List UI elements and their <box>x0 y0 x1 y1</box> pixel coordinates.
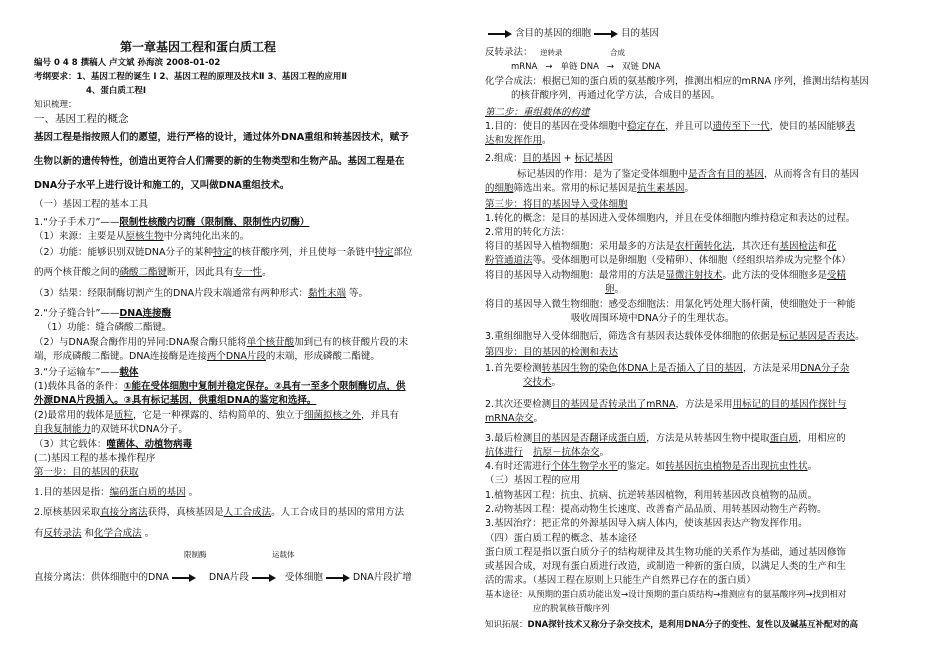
section-heading-protein: （四）蛋白质工程的概念、基本途径 <box>485 533 638 544</box>
knowledge-extension-line: 知识拓展：DNA探针技术又称分子杂交技术，是利用DNA分子的变性、复性以及碱基互补配对的高 <box>485 620 859 630</box>
detection-line: mRNA杂交。 <box>485 413 543 424</box>
gene-def-line: 1.目的基因是指：编码蛋白质的基因 。 <box>34 487 199 498</box>
arrow-icon <box>594 30 618 38</box>
tool-3-line: 3.“分子运输车”——载体 <box>34 367 139 378</box>
direct-isolation-flow: 直接分离法：供体细胞中的DNA DNA片段 受体细胞 DNA片段扩增 <box>34 572 412 583</box>
reverse-transcription-flow: mRNA → 单链 DNA → 双链 DNA <box>511 62 661 72</box>
transform-line: 2.常用的转化方法： <box>485 227 571 238</box>
paragraph-line: 基因工程是指按照人们的愿望，进行严格的设计，通过体外DNA重组和转基因技术，赋予 <box>34 132 409 143</box>
gene-method-line: 2.原核基因采取直接分离法获得，真核基因是人工合成法。人工合成目的基因的常用方法 <box>34 507 405 518</box>
tool-3-line: 外源DNA片段插入。③具有标记基因，供重组DNA的鉴定和选择。 <box>34 395 317 406</box>
animal-transform-line: 将目的基因导入动物细胞：最常用的方法是显微注射技术。此方法的受体细胞多是受精 <box>485 270 847 281</box>
tool-3-line: （3）其它载体：噬菌体、动植物病毒 <box>34 439 193 450</box>
purpose-line: 达和发挥作用。 <box>485 135 552 146</box>
protein-path-line: 基本途径：从预期的蛋白质功能出发→设计预期的蛋白质结构→推测应有的氨基酸序列→找到相对 <box>485 590 847 600</box>
detection-line: 交技术。 <box>523 377 562 388</box>
detection-line: 2.其次还要检测目的基因是否转录出了mRNA，方法是采用用标记的目的基因作探针与 <box>485 399 847 410</box>
enzyme-label: 限制酶 <box>184 550 207 559</box>
section-heading-2: （一）基因工程的基本工具 <box>34 199 149 210</box>
tool-1-line: （1）来源：主要是从原核生物中分离纯化出来的。 <box>34 231 250 242</box>
tool-2-line: （2）与DNA聚合酶作用的异同:DNA聚合酶只能将单个核苷酸加到已有的核苷酸片段的末 <box>34 337 409 348</box>
doc-meta: 编号 0 4 8 撰稿人 卢文斌 孙海滨 2008-01-02 <box>34 58 221 68</box>
detection-line: 3.最后检测目的基因是否翻译成蛋白质，方法是从转基因生物中提取蛋白质，用相应的 <box>485 433 846 444</box>
composition-line: 2.组成：目的基因 + 标记基因 <box>485 153 613 164</box>
tool-1-line: 的两个核苷酸之间的磷酸二酯键断开，因此具有专一性。 <box>34 267 272 278</box>
gene-method-line: 有反转录法 和化学合成法 。 <box>34 528 155 539</box>
paragraph-line: 生物以新的遗传特性，创造出更符合人们需要的新的生物类型和生物产品。基因工程是在 <box>34 156 405 167</box>
microbe-transform-line: 吸收周围环境中DNA分子的生理状态。 <box>571 313 735 324</box>
arrow-icon <box>326 574 350 582</box>
section-heading-applications: （三）基因工程的应用 <box>485 475 581 486</box>
tool-1-line: （3）结果：经限制酶切割产生的DNA片段末端通常有两种形式：黏性末端 等。 <box>34 288 369 299</box>
step-1-heading: 第一步：目的基因的获取 <box>34 467 139 478</box>
marker-gene-line: 的细胞筛选出来。常用的标记基因是抗生素基因。 <box>485 183 695 194</box>
protein-paragraph-line: 蛋白质工程是指以蛋白质分子的结构规律及其生物功能的关系作为基础，通过基因修饰 <box>485 547 847 558</box>
vector-label: 运载体 <box>272 550 295 559</box>
application-line: 1.植物基因工程：抗虫、抗病、抗逆转基因植物，利用转基因改良植物的品质。 <box>485 490 818 501</box>
application-line: 3.基因治疗：把正常的外源基因导入病人体内，使该基因表达产物发挥作用。 <box>485 518 808 529</box>
knowledge-heading: 知识梳理： <box>34 100 77 110</box>
tool-1-line: 1.“分子手术刀”——限制性核酸内切酶（限制酶、限制性内切酶） <box>34 217 310 228</box>
transform-line: 1.转化的概念：是目的基因进入受体细胞内，并且在受体细胞内维持稳定和表达的过程。 <box>485 213 856 224</box>
step-4-heading: 第四步：目的基因的检测和表达 <box>485 347 619 358</box>
step-2-heading: 第二步：重组载体的构建 <box>485 107 590 118</box>
tool-2-line: （1）功能：缝合磷酸二酯键。 <box>42 322 172 333</box>
arrow-icon <box>488 30 512 38</box>
detection-line: 1.首先要检测转基因生物的染色体DNA上是否插入了目的基因，方法是采用DNA分子杂 <box>485 363 850 374</box>
section-heading-1: 一、基因工程的概念 <box>34 113 129 125</box>
detection-line: 4.有时还需进行个体生物学水平的鉴定。如转基因抗虫植物是否出现抗虫性状。 <box>485 461 818 472</box>
tool-2-line: 2.“分子缝合针”——DNA连接酶 <box>34 308 172 319</box>
arrow-icon <box>252 574 276 582</box>
protein-paragraph-line: 或基因合成，对现有蛋白质进行改造，或制造一种新的蛋白质，以满足人类的生产和生 <box>485 561 847 572</box>
tool-3-line: (2)最常用的载体是质粒，它是一种裸露的、结构简单的、独立于细菌拟核之外，并具有 <box>34 410 400 421</box>
tool-3-line: (1)载体具备的条件：①能在受体细胞中复制并稳定保存。②具有一至多个限制酶切点，供 <box>34 381 406 392</box>
screening-line: 3.重组细胞导入受体细胞后，筛选含有基因表达载体受体细胞的依据是标记基因是否表达。 <box>485 331 865 342</box>
exam-scope-line1: 考纲要求：1、基因工程的诞生 Ⅰ 2、基因工程的原理及技术Ⅱ 3、基因工程的应用Ⅱ <box>34 72 347 82</box>
protein-paragraph-line: 活的需求。（基因工程在原则上只能生产自然界已存在的蛋白质） <box>485 575 756 586</box>
section-heading-3: (二)基因工程的基本操作程序 <box>34 453 156 464</box>
reverse-transcription-line: 反转录法： <box>485 47 533 58</box>
chemical-synthesis-line: 化学合成法：根据已知的蛋白质的氨基酸序列，推测出相应的mRNA 序列，推测出结构基因 <box>485 76 869 87</box>
doc-title: 第一章基因工程和蛋白质工程 <box>120 40 277 54</box>
paragraph-line: DNA分子水平上进行设计和施工的，又叫做DNA重组技术。 <box>34 180 290 191</box>
synthesis-label: 合成 <box>610 48 625 57</box>
application-line: 2.动物基因工程：提高动物生长速度、改善畜产品品质、用转基因动物生产药物。 <box>485 504 827 515</box>
microbe-transform-line: 将目的基因导入微生物细胞：感受态细胞法：用氯化钙处理大肠杆菌，使细胞处于一种能 <box>485 299 856 310</box>
tool-2-line: 端，形成磷酸二酯键。DNA连接酶是连接两个DNA片段的末端，形成磷酸二酯键。 <box>34 351 380 362</box>
isolation-flow-continued: 含目的基因的细胞 目的基因 <box>485 27 659 40</box>
detection-line: 抗体进行 抗原－抗体杂交。 <box>485 447 610 458</box>
animal-transform-line: 卵。 <box>605 284 625 295</box>
purpose-line: 1.目的：使目的基因在受体细胞中稳定存在，并且可以遗传至下一代，使目的基因能够表 <box>485 121 856 132</box>
reverse-label: 逆转录 <box>540 48 563 57</box>
tool-3-line: 自我复制能力的双链环状DNA分子。 <box>34 424 188 435</box>
step-3-heading: 第三步：将目的基因导入受体细胞 <box>485 199 628 210</box>
plant-transform-line: 将目的基因导入植物细胞：采用最多的方法是农杆菌转化法，其次还有基因枪法和花 <box>485 241 837 252</box>
chemical-synthesis-line: 的核苷酸序列，再通过化学方法，合成目的基因。 <box>511 90 721 101</box>
exam-scope-line2: 4、蛋白质工程Ⅰ <box>86 86 147 96</box>
tool-1-line: （2）功能：能够识别双链DNA分子的某种特定的核苷酸序列，并且使每一条链中特定部位 <box>34 247 413 258</box>
protein-path-line: 应的脱氧核苷酸序列 <box>533 604 610 614</box>
arrow-icon <box>172 574 196 582</box>
marker-gene-line: 标记基因的作用：是为了鉴定受体细胞中是否含有目的基因，从而将含有目的基因 <box>517 169 860 180</box>
plant-transform-line: 粉管通道法等。受体细胞可以是卵细胞（受精卵）、体细胞（经组织培养成为完整个体） <box>485 255 851 266</box>
